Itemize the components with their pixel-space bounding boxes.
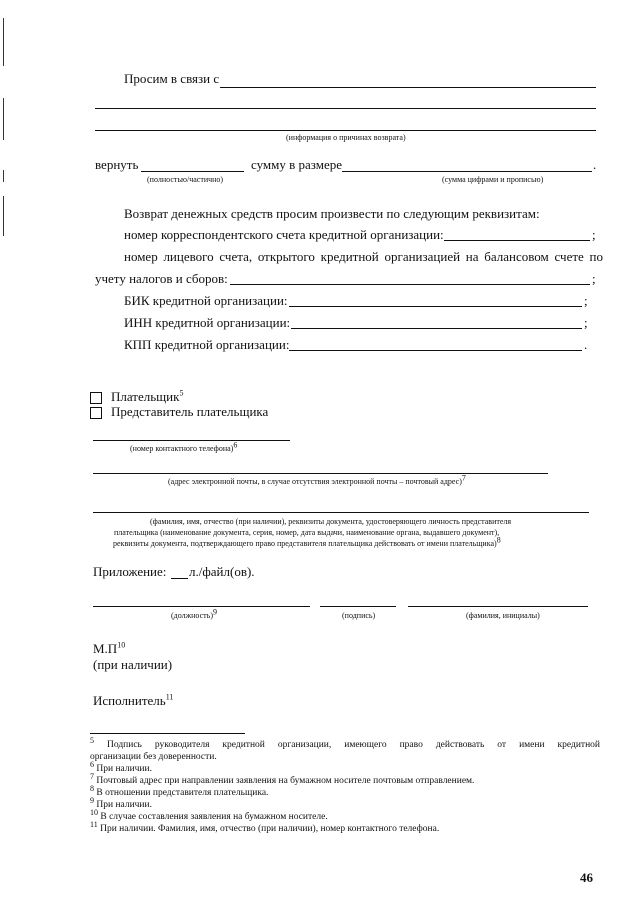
personal-account-line[interactable]: [230, 284, 590, 285]
personal-account-label-2: учету налогов и сборов:: [95, 271, 228, 286]
position-caption: (должность)$^9$: [171, 607, 217, 620]
footnote-separator: [90, 733, 245, 734]
personal-account-label-1: номер лицевого счета, открытого кредитной организацией на балансовом счете по: [124, 249, 603, 264]
footnote-5-cont: организации без доверенности.: [90, 752, 217, 762]
corr-account-semicolon: ;: [592, 227, 596, 242]
email-line[interactable]: [93, 473, 548, 474]
reason-line-1[interactable]: [220, 87, 596, 88]
inn-line[interactable]: [291, 328, 582, 329]
stamp-if-any: (при наличии): [93, 657, 173, 672]
request-summu: сумму в размере: [251, 157, 343, 172]
signature-caption: (подпись): [342, 611, 376, 620]
representative-info-caption-2: плательщика (наименование документа, серия, номер, дата выдачи, наименование органа, выдавшего документ),: [114, 528, 500, 537]
stamp-label: $М.П^{10}$: [93, 640, 126, 656]
bik-semicolon: ;: [584, 293, 588, 308]
payer-checkbox[interactable]: [90, 392, 102, 404]
representative-label: Представитель плательщика: [111, 404, 269, 419]
payer-label: Плательщик$^5$: [111, 388, 184, 404]
scan-edge-mark: [3, 98, 4, 140]
attachment-suffix: л./файл(ов).: [189, 564, 255, 579]
corr-account-line[interactable]: [444, 240, 590, 241]
footnote-7: $^7$ Почтовый адрес при направлении заявления на бумажном носителе почтовым отправлением.: [90, 771, 475, 786]
phone-caption: (номер контактного телефона)$^6$: [130, 440, 238, 453]
phone-line[interactable]: [93, 440, 290, 441]
scan-edge-mark: [3, 170, 4, 182]
name-line[interactable]: [408, 606, 588, 607]
representative-info-caption-1: (фамилия, имя, отчество (при наличии), реквизиты документа, удостоверяющего личность представителя: [150, 517, 512, 526]
reason-line-2[interactable]: [95, 108, 596, 109]
attachment-label: Приложение:: [93, 564, 167, 579]
sum-period: .: [593, 157, 597, 172]
scan-edge-mark: [3, 18, 4, 66]
representative-checkbox[interactable]: [90, 407, 102, 419]
kpp-period: .: [584, 337, 588, 352]
corr-account-label: номер корреспондентского счета кредитной организации:: [124, 227, 444, 242]
sum-line[interactable]: [342, 171, 592, 172]
full-partial-line[interactable]: [141, 171, 244, 172]
details-intro: Возврат денежных средств просим произвести по следующим реквизитам:: [124, 206, 540, 221]
bik-line[interactable]: [289, 306, 582, 307]
reason-caption: (информация о причинах возврата): [286, 133, 406, 142]
request-prosim: Просим в связи с: [124, 71, 220, 86]
attachment-count-line[interactable]: [171, 578, 188, 579]
footnote-8: $^8$ В отношении представителя плательщика.: [90, 783, 269, 798]
bik-label: БИК кредитной организации:: [124, 293, 288, 308]
request-vernut: вернуть: [95, 157, 139, 172]
kpp-line[interactable]: [289, 350, 582, 351]
representative-info-caption-3: реквизиты документа, подтверждающего право представителя плательщика действовать от имени плательщика)$^8$: [113, 535, 501, 548]
personal-account-semicolon: ;: [592, 271, 596, 286]
reason-line-3[interactable]: [95, 130, 596, 131]
representative-info-line[interactable]: [93, 512, 589, 513]
footnote-11: $^{11}$ При наличии. Фамилия, имя, отчество (при наличии), номер контактного телефона.: [90, 819, 440, 834]
full-partial-caption: (полностью/частично): [147, 175, 224, 184]
inn-label: ИНН кредитной организации:: [124, 315, 291, 330]
footnote-5: $^5$ Подпись руководителя кредитной организации, имеющего право действовать от имени кредитной: [90, 735, 600, 750]
scan-edge-mark: [3, 196, 4, 236]
page-number: 46: [580, 870, 593, 885]
footnote-9: $^9$ При наличии.: [90, 795, 152, 810]
sum-caption: (сумма цифрами и прописью): [442, 175, 544, 184]
email-caption: (адрес электронной почты, в случае отсутствия электронной почты – почтовый адрес)$^7$: [168, 473, 466, 486]
position-line[interactable]: [93, 606, 310, 607]
executor-label: Исполнитель$^{11}$: [93, 692, 174, 708]
inn-semicolon: ;: [584, 315, 588, 330]
name-caption: (фамилия, инициалы): [466, 611, 540, 620]
footnote-6: $^6$ При наличии.: [90, 759, 152, 774]
signature-line[interactable]: [320, 606, 396, 607]
kpp-label: КПП кредитной организации:: [124, 337, 290, 352]
footnote-10: $^{10}$ В случае составления заявления на бумажном носителе.: [90, 807, 328, 822]
